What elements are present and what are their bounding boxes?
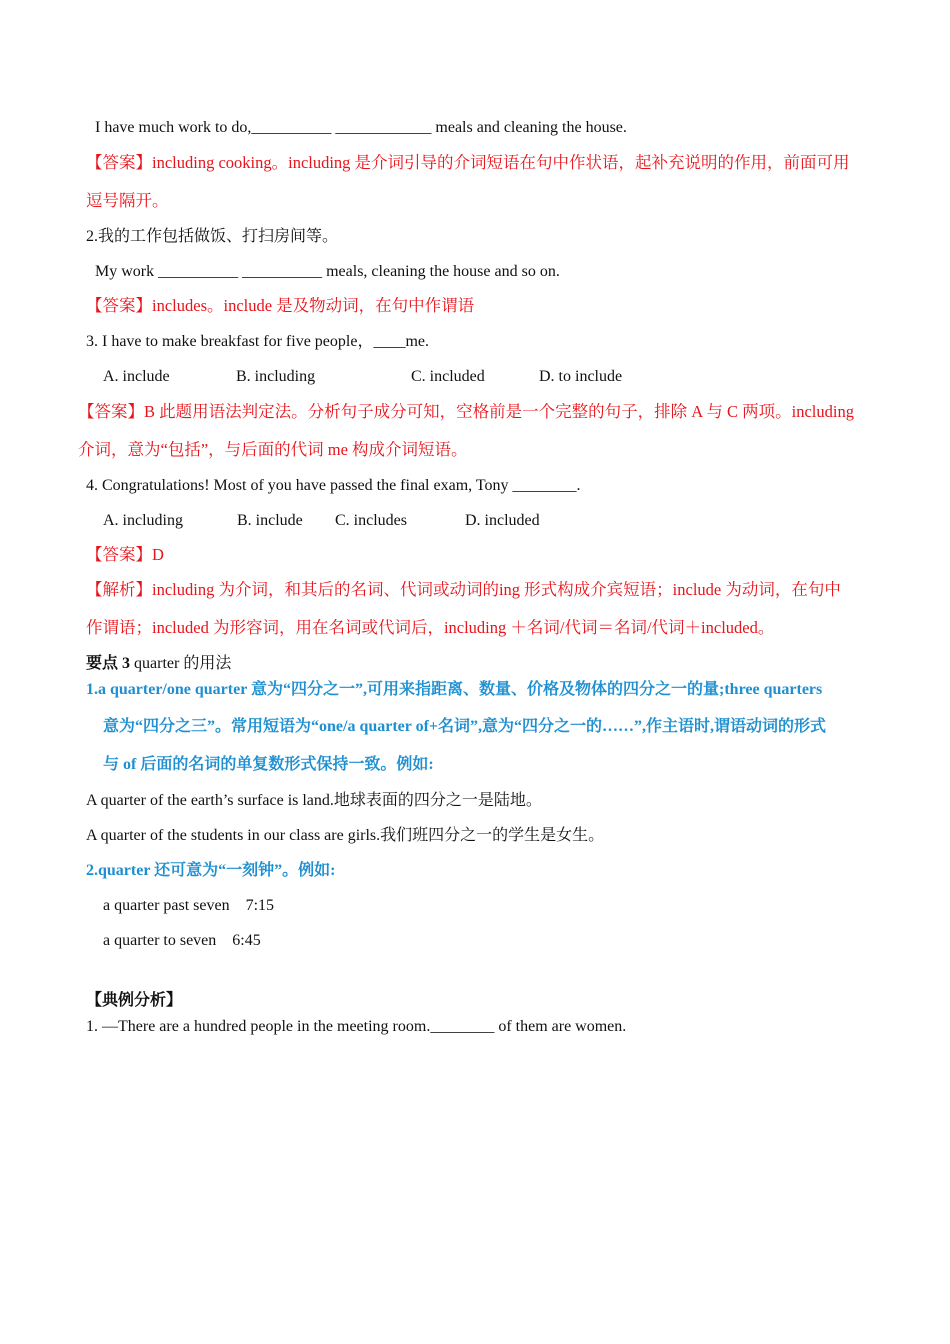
rule-line: 与 of 后面的名词的单复数形式保持一致。例如: [103, 756, 434, 773]
option-b: B. including [236, 368, 316, 385]
answer-line: 介词，意为“包括”，与后面的代词 me 构成介词短语。 [78, 440, 468, 459]
explanation-line: 【解析】including 为介词，和其后的名词、代词或动词的ing 形式构成介宾短语；include 为动词，在句中 [86, 580, 841, 599]
option-c: C. includes [335, 512, 407, 529]
option-d: D. included [465, 512, 540, 529]
question-line: 2.我的工作包括做饭、打扫房间等。 [86, 228, 339, 245]
question-line: 3. I have to make breakfast for five people，____me. [86, 333, 429, 350]
section-title: quarter 的用法 [130, 655, 232, 672]
example-line: A quarter of the earth’s surface is land.地球表面的四分之一是陆地。 [86, 792, 542, 809]
example-line: a quarter past seven 7:15 [103, 897, 275, 914]
section-heading [86, 654, 231, 674]
answer-line: 【答案】B 此题用语法判定法。分析句子成分可知，空格前是一个完整的句子，排除 A 与 C 两项。including [78, 402, 854, 421]
rule-line: 意为“四分之三”。常用短语为“one/a quarter of+名词”,意为“四分之一的……”,作主语时,谓语动词的形式 [103, 718, 827, 735]
option-c: C. included [411, 368, 485, 385]
section-number: 要点 3 [86, 655, 131, 672]
text-line: I have much work to do,__________ ____________ meals and cleaning the house. [95, 119, 627, 136]
section-heading: 【典例分析】 [86, 992, 183, 1009]
text-line: My work __________ __________ meals, cleaning the house and so on. [95, 263, 560, 280]
example-line: A quarter of the students in our class are girls.我们班四分之一的学生是女生。 [86, 827, 605, 844]
example-line: a quarter to seven 6:45 [103, 932, 261, 949]
rule-line: 2.quarter 还可意为“一刻钟”。例如: [86, 862, 336, 879]
answer-line: 【答案】including cooking。including 是介词引导的介词短语在句中作状语，起补充说明的作用，前面可用 [86, 153, 850, 172]
explanation-line: 作谓语；included 为形容词，用在名词或代词后，including ＋名词/代词＝名词/代词＋included。 [86, 618, 775, 637]
question-line: 4. Congratulations! Most of you have passed the final exam, Tony ________. [86, 477, 581, 494]
answer-line: 【答案】D [86, 545, 164, 564]
option-a: A. including [103, 512, 183, 529]
option-a: A. include [103, 368, 170, 385]
answer-line: 【答案】includes。include 是及物动词，在句中作谓语 [86, 296, 475, 315]
option-d: D. to include [539, 368, 623, 385]
question-line: 1. —There are a hundred people in the meeting room.________ of them are women. [86, 1018, 627, 1035]
rule-line: 1.a quarter/one quarter 意为“四分之一”,可用来指距离、数量、价格及物体的四分之一的量;three quarters [86, 681, 823, 698]
option-b: B. include [237, 512, 303, 529]
answer-line: 逗号隔开。 [86, 191, 169, 210]
